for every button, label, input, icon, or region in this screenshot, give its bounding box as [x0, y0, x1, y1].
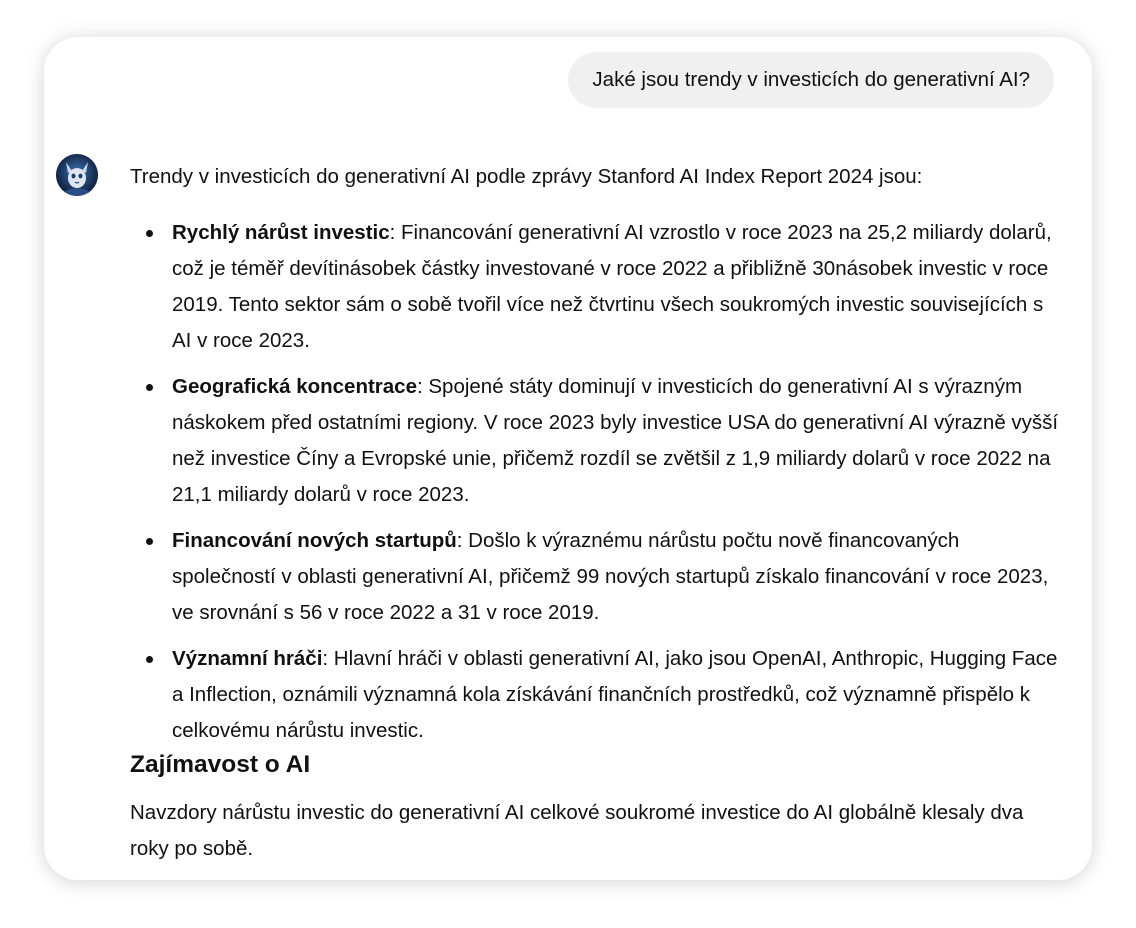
section-body: Navzdory nárůstu investic do generativní AI celkové soukromé investice do AI globálně klesaly dva roky po sobě.	[130, 801, 1024, 860]
list-item-title: Financování nových startupů	[172, 529, 457, 552]
list-item-text: : Spojené státy dominují v investicích do generativní AI s výrazným náskokem před ostatními regiony. V roce 2023 byly investice USA do generativní AI výrazně vyšší než investice Číny a Evropské unie, přičemž rozdíl se zvětšil z 1,9 miliardy dolarů v roce 2022 na 21,1 miliardy dolarů v roce 2023.	[172, 375, 1059, 506]
bot-avatar-icon	[56, 154, 98, 196]
list-item	[130, 369, 1060, 513]
list-item-title: Rychlý nárůst investic	[172, 221, 390, 244]
section-heading: Zajímavost o AI	[130, 751, 311, 778]
bullet-icon	[146, 230, 153, 237]
user-message-text: Jaké jsou trendy v investicích do generativní AI?	[592, 68, 1030, 91]
user-message-bubble	[568, 52, 1054, 108]
list-item-title: Geografická koncentrace	[172, 375, 417, 398]
list-item	[130, 523, 1060, 631]
list-item-text: : Došlo k výraznému nárůstu počtu nově financovaných společností v oblasti generativní AI, přičemž 99 nových startupů získalo financování v roce 2023, ve srovnání s 56 v roce 2022 a 31 v roce 2019.	[172, 529, 1049, 624]
chat-window	[44, 37, 1092, 880]
list-item-title: Významní hráči	[172, 647, 323, 670]
assistant-message	[130, 159, 1060, 867]
list-item-text: : Financování generativní AI vzrostlo v roce 2023 na 25,2 miliardy dolarů, což je téměř devítinásobek částky investované v roce 2022 a přibližně 30násobek investic v roce 2019. Tento sektor sám o sobě tvořil více než čtvrtinu všech soukromých investic souvisejících s AI v roce 2023.	[172, 221, 1052, 352]
list-item	[130, 215, 1060, 359]
list-item	[130, 641, 1060, 749]
list-item-text: : Hlavní hráči v oblasti generativní AI, jako jsou OpenAI, Anthropic, Hugging Face a Inflection, oznámili významná kola získávání finančních prostředků, což významně přispělo k celkovému nárůstu investic.	[172, 647, 1058, 742]
bullet-icon	[146, 656, 153, 663]
trend-list	[130, 215, 1060, 749]
bullet-icon	[146, 538, 153, 545]
bullet-icon	[146, 384, 153, 391]
assistant-intro: Trendy v investicích do generativní AI podle zprávy Stanford AI Index Report 2024 jsou:	[130, 165, 923, 188]
